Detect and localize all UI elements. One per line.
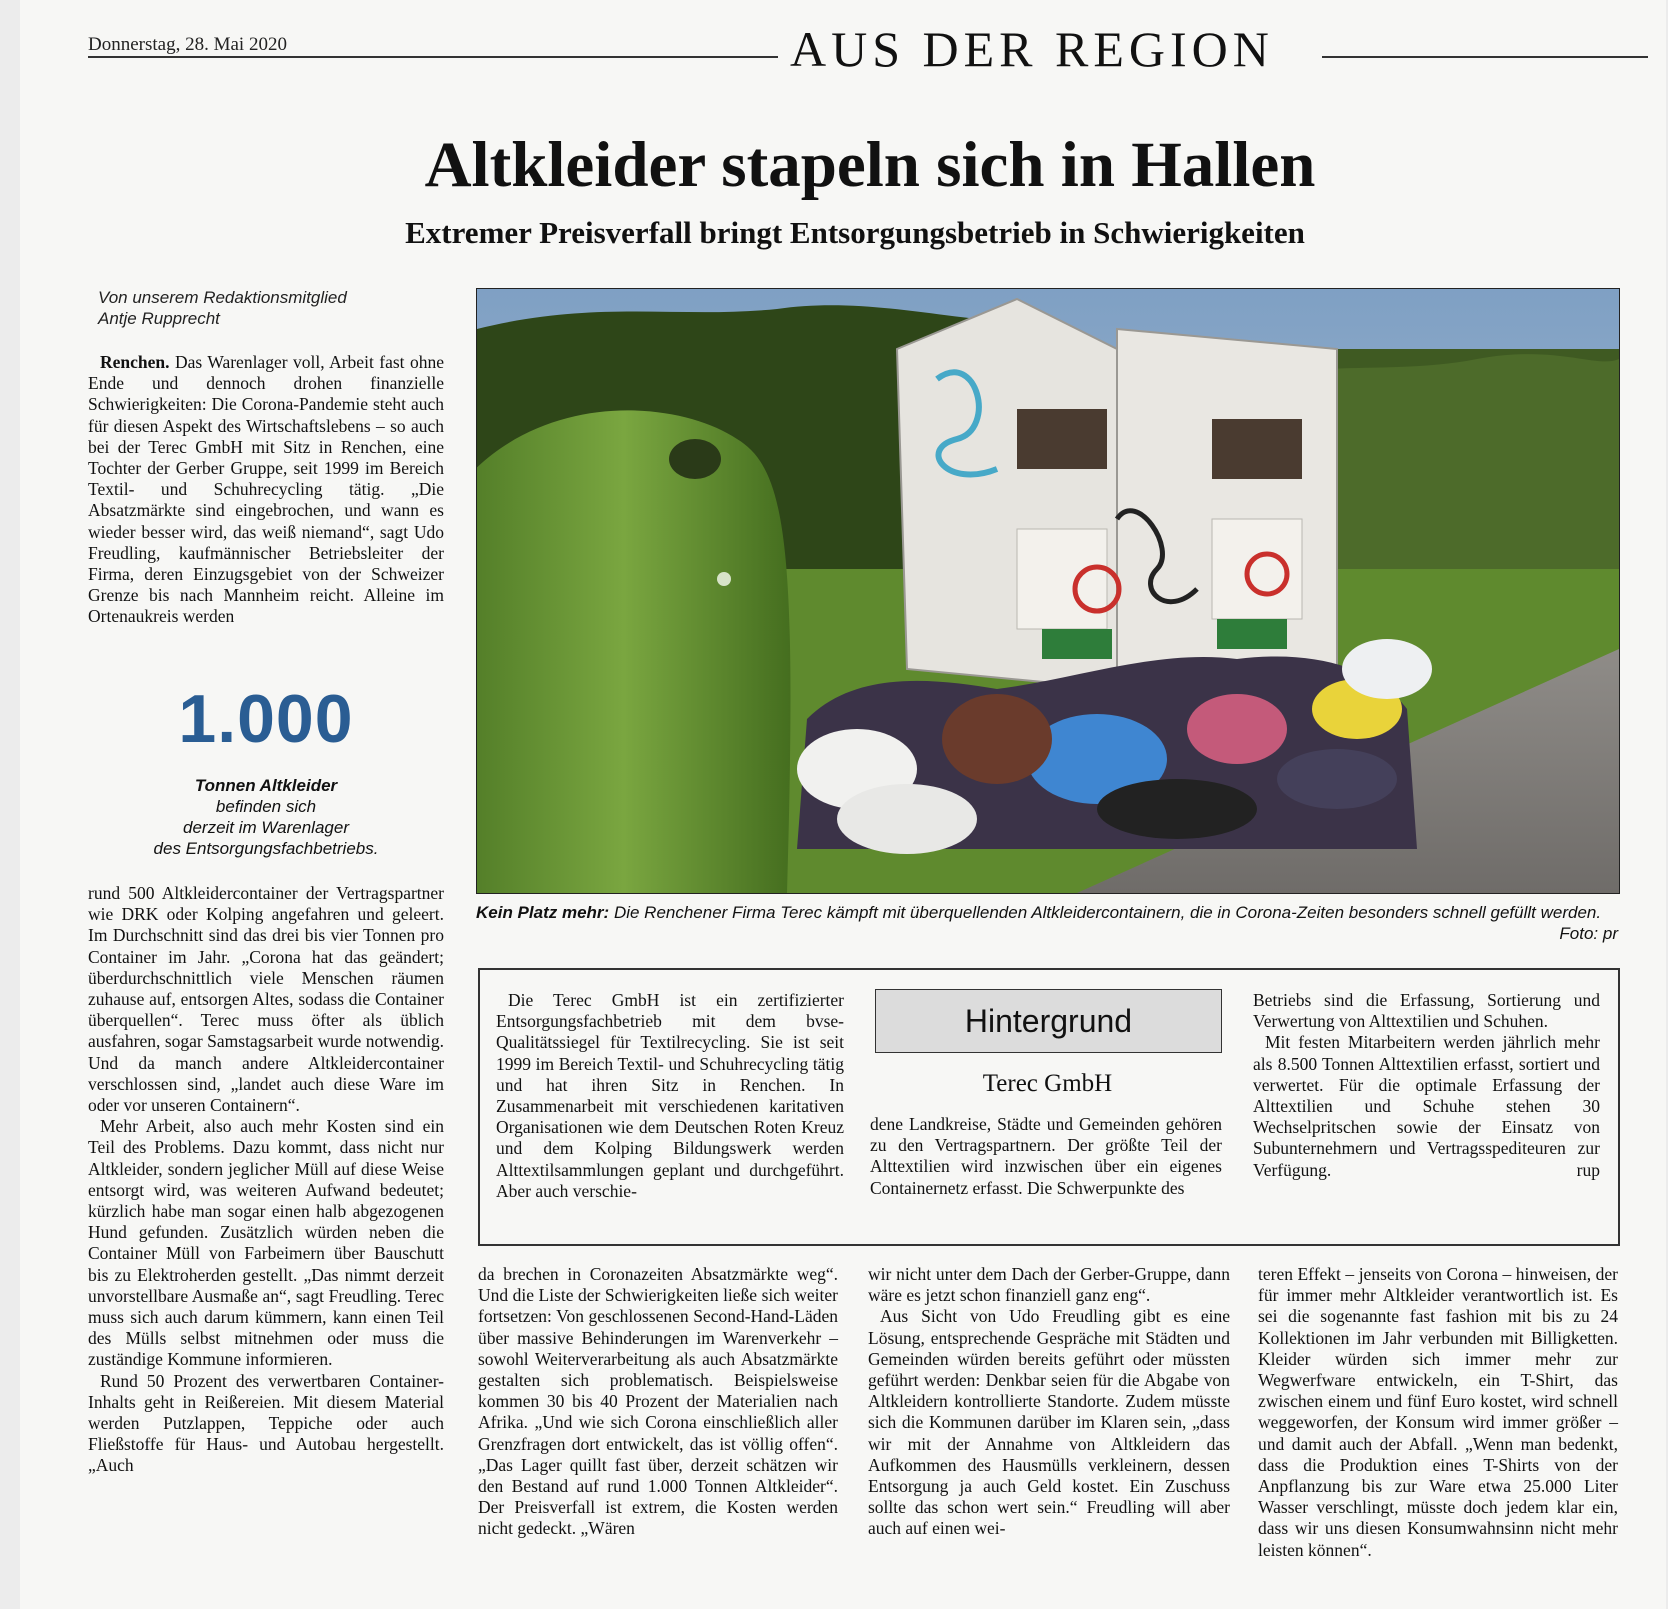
article-photo xyxy=(476,288,1620,894)
pullquote-line-3: derzeit im Warenlager xyxy=(183,818,349,837)
infobox-author: rup xyxy=(1576,1159,1600,1180)
infobox-title: Terec GmbH xyxy=(982,1070,1113,1097)
pullquote-line-1: Tonnen Altkleider xyxy=(194,776,338,795)
paragraph: da brechen in Coronazeiten Absatzmärkte weg“. Und die Liste der Schwierigkeiten ließe sich weiter fortsetzen: Von geschlossenen Second-Hand-Läden über massive Behinderungen im Warenverkehr – sowohl Weiterverarbeitung als auch Absatzmärkte gestalten sich problematisch. Beispielsweise kommen 30 bis 40 Prozent der Materialien nach Afrika. „Und wie sich Corona einschließlich aller Grenzfragen dort entwickelt, das ist völlig offen“. „Das Lager quillt fast über, derzeit schätzen wir den Bestand auf rund 1.000 Tonnen Altkleider“. Der Preisverfall ist extrem, die Kosten werden nicht gedeckt. „Wären xyxy=(478,1264,838,1539)
infobox-badge: Hintergrund xyxy=(875,989,1222,1053)
caption-text: Die Renchener Firma Terec kämpft mit überquellenden Altkleidercontainern, die in Corona-Zeiten besonders schnell gefüllt werden. xyxy=(613,903,1602,922)
photo-caption xyxy=(476,902,1618,943)
paragraph: wir nicht unter dem Dach der Gerber-Gruppe, dann wäre es jetzt schon finanziell ganz eng“. xyxy=(868,1264,1230,1306)
infobox-paragraph: Mit festen Mitarbeitern werden jährlich mehr als 8.500 Tonnen Alttextilien erfasst, sortiert und verwertet. Für die optimale Erfassung der Alttextilien und Schuhe stehen 30 Wechselpritschen sowie der Einsatz von Subunternehmern und Vertragsspediteuren zur Verfügung. xyxy=(1253,1032,1600,1180)
caption-lead: Kein Platz mehr: xyxy=(476,903,610,922)
pullquote-caption xyxy=(88,775,444,859)
photo-altkleidercontainer xyxy=(477,289,1619,893)
header-rule-right xyxy=(1322,56,1648,58)
lead-paragraph: Das Warenlager voll, Arbeit fast ohne Ende und dennoch drohen finanzielle Schwierigkeiten: Die Corona-Pandemie steht auch für diesen Aspekt des Wirtschaftslebens – so auch bei der Terec GmbH mit Sitz in Renchen, eine Tochter der Gerber Gruppe, seit 1999 im Bereich Textil- und Schuhrecycling tätig. „Die Absatzmärkte sind eingebrochen, und wann es wieder besser wird, das weiß niemand“, sagt Udo Freudling, kaufmännischer Betriebsleiter der Firma, deren Einzugsgebiet von der Schweizer Grenze bis nach Mannheim reicht. Alleine im Ortenaukreis werden xyxy=(88,352,445,627)
article-column-1-bottom xyxy=(88,883,444,1477)
infobox-right-column xyxy=(1253,990,1600,1181)
section-title: AUS DER REGION xyxy=(790,21,1274,77)
subheadline: Extremer Preisverfall bringt Entsorgungsbetrieb in Schwierigkeiten xyxy=(405,215,1305,250)
paragraph: Mehr Arbeit, also auch mehr Kosten sind ein Teil des Problems. Dazu kommt, dass nicht nur Altkleider, sondern jeglicher Müll auf diese Weise entsorgt wird, was weiteren Aufwand bedeutet; kürzlich habe man sogar einen halb abgezogenen Hund gefunden. Zusätzlich würden neben die Container Müll von Farbeimern über Bauschutt bis zu Elektroherden gestellt. „Das nimmt derzeit unvorstellbare Ausmaße an“, sagt Freudling. Terec muss sich auch darum kümmern, kann einen Teil des Mülls selbst mitnehmen oder muss die zuständige Kommune informieren. xyxy=(88,1116,444,1370)
paragraph: Aus Sicht von Udo Freudling gibt es eine Lösung, entsprechende Gespräche mit Städten und Gemeinden würden bereits geführt oder müssten geführt werden: Denkbar seien für die Abgabe von Altkleidern kontrollierte Standorte. Zudem müsste sich die Kommunen darüber im Klaren sein, „dass wir mit der Annahme von Altkleidern das Aufkommen des Hausmülls verkleinern, dessen Entsorgung ja auch Geld kostet. Ein Zuschuss sollte das schon wert sein.“ Freudling will aber auch auf einen wei- xyxy=(868,1306,1230,1539)
issue-date: Donnerstag, 28. Mai 2020 xyxy=(88,34,287,55)
article-column-4 xyxy=(1258,1264,1618,1561)
paragraph: teren Effekt – jenseits von Corona – hinweisen, der für immer mehr Altkleider verantwortlich ist. Es sei die sogenannte fast fashion mit bis zu 24 Kollektionen im Jahr verbunden mit Billigketten. Kleider würden sich immer mehr zur Wegwerfware entwickeln, ein T-Shirt, das zwischen einem und fünf Euro kostet, wird schnell weggeworfen, der Konsum wird immer größer – und damit auch der Abfall. „Wenn man bedenkt, dass die Produktion eines T-Shirts von der Anpflanzung bis zur Ware etwa 25.000 Liter Wasser verschlingt, müsste doch jedem klar ein, dass wir uns diesen Konsumwahnsinn nicht mehr leisten können“. xyxy=(1258,1264,1618,1560)
article-column-1-top xyxy=(88,352,444,628)
article-column-3 xyxy=(868,1264,1230,1540)
byline xyxy=(98,287,347,329)
infobox-paragraph: dene Landkreise, Städte und Gemeinden gehören zu den Vertragspartnern. Der größte Teil der Alttextilien wird inzwischen über ein eigenes Containernetz erfasst. Die Schwerpunkte des xyxy=(870,1114,1222,1198)
byline-author: Antje Rupprecht xyxy=(98,309,220,328)
infobox-paragraph: Die Terec GmbH ist ein zertifizierter Entsorgungsfachbetrieb mit dem bvse-Qualitätssiegel für Textilrecycling. Sie ist seit 1999 im Bereich Textil- und Schuhrecycling tätig und hat ihren Sitz in Renchen. In Zusammenarbeit mit verschiedenen karitativen Organisationen wie dem Deutschen Roten Kreuz und dem Kolping Bildungswerk werden Alttextilsammlungen geplant und durchgeführt. Aber auch verschie- xyxy=(496,990,844,1201)
article-column-2 xyxy=(478,1264,838,1540)
infobox-middle-column xyxy=(870,1114,1222,1199)
header-rule-left xyxy=(88,56,778,58)
infobox-paragraph: Betriebs sind die Erfassung, Sortierung und Verwertung von Alttextilien und Schuhen. xyxy=(1253,990,1600,1032)
headline: Altkleider stapeln sich in Hallen xyxy=(424,129,1316,201)
photo-credit: Foto: pr xyxy=(1559,924,1618,943)
paragraph: Rund 50 Prozent des verwertbaren Container-Inhalts geht in Reißereien. Mit diesem Material werden Putzlappen, Teppiche oder auch Fließstoffe für Haus- und Autobau hergestellt. „Auch xyxy=(88,1370,444,1476)
dateline: Renchen. xyxy=(100,352,170,372)
pullquote-line-2: befinden sich xyxy=(215,797,317,816)
pullquote-number: 1.000 xyxy=(178,681,354,757)
infobox-left-column xyxy=(496,990,844,1202)
byline-role: Von unserem Redaktionsmitglied xyxy=(98,288,347,307)
pullquote-line-4: des Entsorgungsfachbetriebs. xyxy=(153,839,379,858)
paragraph: rund 500 Altkleidercontainer der Vertragspartner wie DRK oder Kolping angefahren und geleert. Im Durchschnitt sind das drei bis vier Tonnen pro Container im Jahr. „Corona hat das geändert; überdurchschnittlich viele Menschen räumen zuhause auf, entsorgen Altes, sodass die Container überquellen“. Terec muss öfter als üblich ausfahren, sogar Samstagsarbeit wurde notwendig. Und da manch andere Altkleidercontainer verschlossen sind, „landet auch diese Ware im oder vor unseren Containern“. xyxy=(88,883,444,1116)
